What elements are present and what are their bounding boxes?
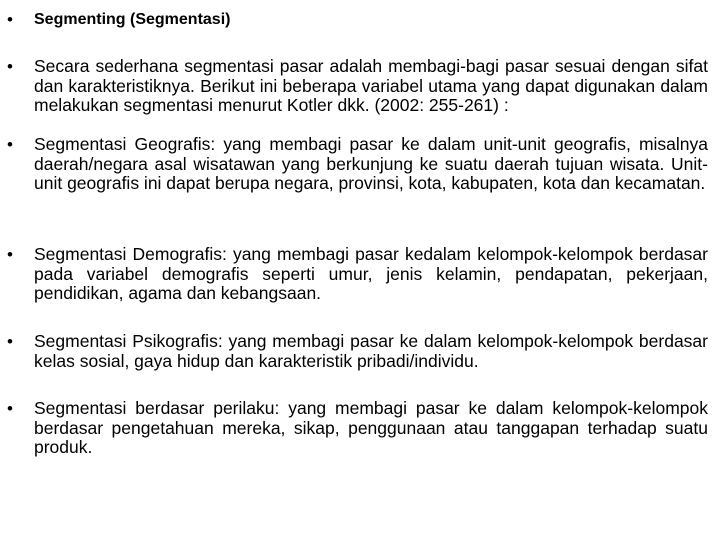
bullet-text: Secara sederhana segmentasi pasar adalah membagi-bagi pasar sesuai dengan sifat dan karakteristiknya. Berikut ini beberapa variabel utama yang dapat digunakan dalam melakukan segmentasi menurut Kotler dkk. (2002: 255-261) : bbox=[34, 56, 708, 115]
bullet-text: Segmentasi berdasar perilaku: yang membagi pasar ke dalam kelompok-kelompok berdasar pengetahuan mereka, sikap, penggunaan atau tanggapan terhadap suatu produk. bbox=[34, 398, 708, 457]
bullet-icon: • bbox=[7, 10, 13, 29]
bullet-icon: • bbox=[7, 245, 13, 264]
bullet-icon: • bbox=[7, 399, 13, 418]
bullet-icon: • bbox=[7, 57, 13, 76]
slide-title: Segmenting (Segmentasi) bbox=[34, 11, 231, 28]
bullet-text: Segmentasi Geografis: yang membagi pasar ke dalam unit-unit geografis, misalnya daerah/negara asal wisatawan yang berkunjung ke suatu daerah tujuan wisata. Unit-unit geografis ini dapat berupa negara, provinsi, kota, kabupaten, kota dan kecamatan. bbox=[34, 134, 708, 193]
bullet-text: Segmentasi Psikografis: yang membagi pasar ke dalam kelompok-kelompok berdasar kelas sosial, gaya hidup dan karakteristik pribadi/individu. bbox=[34, 331, 708, 371]
bullet-icon: • bbox=[7, 135, 13, 154]
bullet-icon: • bbox=[7, 332, 13, 351]
bullet-text: Segmentasi Demografis: yang membagi pasar kedalam kelompok-kelompok berdasar pada variabel demografis seperti umur, jenis kelamin, pendapatan, pekerjaan, pendidikan, agama dan kebangsaan. bbox=[34, 244, 708, 303]
